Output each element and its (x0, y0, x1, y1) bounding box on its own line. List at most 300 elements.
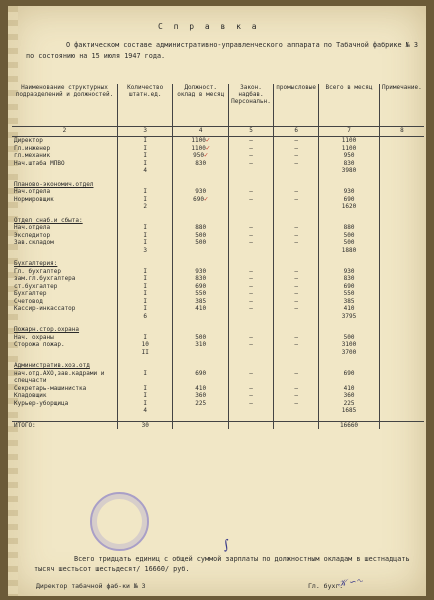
empty-cell (379, 349, 424, 357)
industrial-cell: – (274, 305, 319, 313)
empty-cell (117, 181, 173, 189)
table-row (12, 268, 424, 276)
industrial-cell: – (274, 224, 319, 232)
salary-value: 690 (195, 282, 207, 290)
count-cell: I (117, 268, 173, 276)
salary-value: 500 (195, 333, 207, 341)
personal-cell: – (228, 392, 273, 400)
position-name: Экспедитор (14, 231, 51, 239)
industrial-cell: – (274, 160, 319, 168)
note-cell (379, 334, 424, 342)
handwritten-mark: ∫ (221, 537, 232, 554)
table-row (12, 145, 424, 153)
table-row (12, 385, 424, 393)
count-cell: I (117, 298, 173, 306)
personal-cell: – (228, 145, 273, 153)
salary-cell (173, 400, 229, 408)
empty-cell (379, 181, 424, 189)
salary-value: 550 (195, 290, 207, 297)
empty-cell (117, 217, 173, 225)
salary-cell (173, 341, 229, 349)
count-cell: I (117, 334, 173, 342)
count-cell: I (117, 275, 173, 283)
count-cell: I (117, 239, 173, 247)
empty-cell (319, 326, 380, 334)
note-cell (379, 275, 424, 283)
personal-cell: – (228, 275, 273, 283)
section-name: Административ.хоз.отд (14, 362, 90, 369)
total-cell: 550 (319, 290, 380, 298)
personal-cell: – (228, 341, 273, 349)
empty-cell (379, 203, 424, 211)
colnum: 6 (274, 127, 319, 137)
count-cell: I (117, 160, 173, 168)
empty-cell (379, 260, 424, 268)
salary-cell (173, 290, 229, 298)
position-name: Нач. охраны (14, 333, 54, 341)
empty-cell (379, 421, 424, 429)
table-body (12, 137, 424, 430)
count-cell: I (117, 224, 173, 232)
salary-value: 1100 (191, 144, 206, 152)
subtotal-row (12, 407, 424, 415)
industrial-cell: – (274, 392, 319, 400)
position-name: Счетовод (14, 297, 43, 305)
total-cell: 500 (319, 334, 380, 342)
empty-cell (274, 421, 319, 429)
personal-cell: – (228, 137, 273, 145)
header-total: Всего в месяц (319, 84, 380, 127)
count-cell: I (117, 385, 173, 393)
accountant-signature-label: Гл. бухг. (308, 582, 344, 590)
salary-cell (173, 152, 229, 160)
personal-cell: – (228, 385, 273, 393)
empty-cell (228, 217, 273, 225)
empty-cell (379, 247, 424, 255)
empty-cell (228, 203, 273, 211)
table-row (12, 290, 424, 298)
empty-cell (228, 313, 273, 321)
empty-cell (274, 407, 319, 415)
note-cell (379, 160, 424, 168)
personal-cell: – (228, 370, 273, 385)
note-cell (379, 239, 424, 247)
table-row (12, 298, 424, 306)
subtotal-row (12, 349, 424, 357)
salary-cell (173, 239, 229, 247)
table-row (12, 370, 424, 385)
note-cell (379, 385, 424, 393)
empty-cell (173, 247, 229, 255)
summary-text: Всего тридцать единиц с общей суммой зарплаты по должностным окладам в шестнадцать тысяч шестьсот шестьдесят/ 16660/ руб. (34, 555, 410, 573)
table-row (12, 160, 424, 168)
empty-cell (379, 313, 424, 321)
document-intro: О фактическом составе административно-управленческого аппарата по Табачной фабрике № 3 по состоянию на 15 июля 1947 года. (26, 41, 418, 60)
count-cell: 10 (117, 341, 173, 349)
total-cell: 3980 (319, 167, 380, 175)
note-cell (379, 196, 424, 204)
empty-cell (274, 260, 319, 268)
section-name: Отдел снаб.и сбыта: (14, 216, 83, 224)
check-mark-icon: ✓ (205, 136, 211, 144)
count-cell: 30 (117, 421, 173, 429)
position-name: Бухгалтер (14, 290, 47, 297)
salary-value: 225 (195, 399, 207, 407)
empty-cell (379, 362, 424, 370)
industrial-cell: – (274, 137, 319, 145)
empty-cell (319, 181, 380, 189)
empty-cell (173, 181, 229, 189)
salary-value: 1100 (191, 137, 206, 144)
empty-cell (379, 407, 424, 415)
position-name: Гл. бухгалтер (14, 267, 61, 275)
table-row (12, 137, 424, 145)
total-cell: 690 (319, 370, 380, 385)
table-row (12, 239, 424, 247)
empty-cell (228, 349, 273, 357)
count-cell: 4 (117, 407, 173, 415)
colnum: 2 (12, 127, 117, 137)
personal-cell: – (228, 224, 273, 232)
position-name: зам.гл.бухгалтера (14, 275, 76, 282)
subtotal-row (12, 203, 424, 211)
industrial-cell: – (274, 370, 319, 385)
salary-value: 410 (195, 305, 207, 312)
section-row (12, 260, 424, 268)
salary-value: 310 (195, 341, 207, 348)
salary-cell (173, 334, 229, 342)
check-mark-icon: ✓ (204, 194, 209, 203)
empty-cell (117, 260, 173, 268)
salary-cell (173, 283, 229, 291)
total-cell: 16660 (319, 421, 380, 429)
industrial-cell: – (274, 298, 319, 306)
total-cell: 1880 (319, 247, 380, 255)
industrial-cell: – (274, 239, 319, 247)
empty-cell (228, 260, 273, 268)
industrial-cell: – (274, 152, 319, 160)
empty-cell (173, 167, 229, 175)
position-name: Нормировщик (14, 195, 54, 203)
salary-value: 930 (195, 188, 207, 195)
salary-cell (173, 145, 229, 153)
salary-cell (173, 385, 229, 393)
empty-cell (173, 260, 229, 268)
empty-cell (228, 181, 273, 189)
document-sheet (8, 6, 426, 596)
colnum: 8 (379, 127, 424, 137)
empty-cell (274, 326, 319, 334)
subtotal-row (12, 167, 424, 175)
empty-cell (274, 362, 319, 370)
empty-cell (117, 326, 173, 334)
salary-cell (173, 392, 229, 400)
total-cell: 410 (319, 305, 380, 313)
table-row (12, 341, 424, 349)
count-cell: I (117, 188, 173, 196)
salary-value: 500 (195, 231, 207, 239)
position-name: Секретарь-машинистка (14, 384, 87, 392)
position-name: Нач.отдела (14, 188, 51, 195)
count-cell: I (117, 370, 173, 385)
position-name: Нач.отдела (14, 224, 51, 231)
salary-value: 950 (193, 152, 205, 159)
count-cell: I (117, 290, 173, 298)
colnum: 4 (173, 127, 229, 137)
position-name: Кассир-инкассатор (14, 305, 76, 312)
empty-cell (319, 260, 380, 268)
empty-cell (173, 313, 229, 321)
salary-cell (173, 298, 229, 306)
colnum: 7 (319, 127, 380, 137)
personal-cell: – (228, 400, 273, 408)
salary-value: 930 (195, 267, 207, 275)
industrial-cell: – (274, 232, 319, 240)
industrial-cell: – (274, 283, 319, 291)
empty-cell (379, 217, 424, 225)
industrial-cell: – (274, 145, 319, 153)
count-cell: I (117, 137, 173, 145)
empty-cell (173, 326, 229, 334)
salary-cell (173, 137, 229, 145)
personal-cell: – (228, 290, 273, 298)
count-cell: 3 (117, 247, 173, 255)
total-cell: 3795 (319, 313, 380, 321)
total-cell: 950 (319, 152, 380, 160)
check-mark-icon: ✓ (205, 143, 211, 152)
note-cell (379, 145, 424, 153)
total-cell: 385 (319, 298, 380, 306)
empty-cell (228, 421, 273, 429)
empty-cell (117, 362, 173, 370)
salary-cell (173, 275, 229, 283)
salary-value: 385 (195, 297, 207, 305)
personal-cell: – (228, 232, 273, 240)
header-personal: Закон. надбав. Персональн. (228, 84, 273, 127)
total-cell: 500 (319, 232, 380, 240)
count-cell: 2 (117, 203, 173, 211)
salary-value: 360 (195, 392, 207, 399)
personal-cell: – (228, 196, 273, 204)
table-row (12, 334, 424, 342)
salary-cell (173, 224, 229, 232)
column-number-row (12, 127, 424, 137)
total-cell: 225 (319, 400, 380, 408)
position-name: нач.отд.АХО,зав.кадрами и спецчасти (14, 369, 105, 384)
empty-cell (274, 167, 319, 175)
table-row (12, 283, 424, 291)
personal-cell: – (228, 268, 273, 276)
personal-cell: – (228, 239, 273, 247)
total-cell: 1685 (319, 407, 380, 415)
total-cell: 3700 (319, 349, 380, 357)
count-cell: I (117, 305, 173, 313)
industrial-cell: – (274, 196, 319, 204)
empty-cell (274, 247, 319, 255)
section-row (12, 181, 424, 189)
position-name: Гл.инженер (14, 144, 51, 152)
salary-cell (173, 268, 229, 276)
total-cell: 410 (319, 385, 380, 393)
position-name: ст.бухгалтер (14, 282, 58, 290)
total-cell: 690 (319, 196, 380, 204)
document-title: С п р а в к а (158, 22, 260, 31)
header-name: Наименование структурных подразделений и должностей. (12, 84, 117, 127)
table-row (12, 224, 424, 232)
header-count: Количество штатн.ед. (117, 84, 173, 127)
salary-value: 880 (195, 224, 207, 231)
industrial-cell: – (274, 268, 319, 276)
header-industrial: промысловые (274, 84, 319, 127)
count-cell: 4 (117, 167, 173, 175)
total-cell: 3100 (319, 341, 380, 349)
round-stamp (90, 492, 149, 551)
position-name: Кладовщик (14, 392, 47, 399)
table-row (12, 275, 424, 283)
position-name: Нач.штаба МПВО (14, 159, 65, 167)
position-name: гл.механик (14, 152, 51, 159)
note-cell (379, 232, 424, 240)
empty-cell (173, 203, 229, 211)
salary-value: 690 (195, 369, 207, 377)
header-notes: Примечание. (379, 84, 424, 127)
industrial-cell: – (274, 188, 319, 196)
note-cell (379, 152, 424, 160)
note-cell (379, 290, 424, 298)
empty-cell (379, 326, 424, 334)
personal-cell: – (228, 283, 273, 291)
check-mark-icon: ✓ (204, 151, 209, 159)
salary-value: 410 (195, 384, 207, 392)
industrial-cell: – (274, 400, 319, 408)
section-row (12, 326, 424, 334)
salary-cell (173, 232, 229, 240)
count-cell: I (117, 392, 173, 400)
salary-value: 500 (195, 239, 207, 246)
position-name: Директор (14, 137, 43, 144)
personal-cell: – (228, 160, 273, 168)
personal-cell: – (228, 188, 273, 196)
personal-cell: – (228, 305, 273, 313)
salary-cell (173, 305, 229, 313)
salary-cell (173, 188, 229, 196)
salary-value: 690 (193, 195, 205, 203)
total-cell: 360 (319, 392, 380, 400)
total-cell: 1100 (319, 145, 380, 153)
note-cell (379, 283, 424, 291)
empty-cell (274, 203, 319, 211)
empty-cell (228, 407, 273, 415)
section-row (12, 362, 424, 370)
table-row (12, 196, 424, 204)
empty-cell (173, 349, 229, 357)
header-salary: Должност. оклад в месяц (173, 84, 229, 127)
count-cell: I (117, 232, 173, 240)
personal-cell: – (228, 298, 273, 306)
count-cell: I (117, 283, 173, 291)
position-name: Сторожа пожар. (14, 341, 65, 348)
total-cell: 880 (319, 224, 380, 232)
total-cell: 830 (319, 160, 380, 168)
note-cell (379, 268, 424, 276)
section-name: Планово-экономич.отдел (14, 180, 94, 188)
row-label (12, 203, 117, 211)
total-cell: 930 (319, 268, 380, 276)
note-cell (379, 305, 424, 313)
count-cell: I (117, 152, 173, 160)
note-cell (379, 188, 424, 196)
empty-cell (319, 217, 380, 225)
salary-value: 830 (195, 159, 207, 167)
personal-cell: – (228, 152, 273, 160)
empty-cell (173, 362, 229, 370)
total-cell: 690 (319, 283, 380, 291)
count-cell: I (117, 145, 173, 153)
total-cell: 930 (319, 188, 380, 196)
note-cell (379, 298, 424, 306)
section-name: Бухгалтерия: (14, 260, 58, 267)
count-cell: I (117, 196, 173, 204)
total-cell: 830 (319, 275, 380, 283)
empty-cell (228, 362, 273, 370)
table-row (12, 232, 424, 240)
subtotal-row (12, 247, 424, 255)
note-cell (379, 224, 424, 232)
row-label (12, 313, 117, 321)
total-cell: 1100 (319, 137, 380, 145)
position-name: Курьер-уборщица (14, 399, 69, 407)
table-row (12, 188, 424, 196)
empty-cell (274, 313, 319, 321)
empty-cell (173, 407, 229, 415)
empty-cell (274, 349, 319, 357)
industrial-cell: – (274, 341, 319, 349)
row-label (12, 167, 117, 175)
empty-cell (319, 362, 380, 370)
row-label (12, 407, 117, 415)
empty-cell (173, 421, 229, 429)
count-cell: II (117, 349, 173, 357)
staff-table (12, 84, 424, 429)
note-cell (379, 370, 424, 385)
empty-cell (379, 167, 424, 175)
empty-cell (228, 326, 273, 334)
total-cell: 500 (319, 239, 380, 247)
colnum: 5 (228, 127, 273, 137)
empty-cell (274, 181, 319, 189)
salary-value: 830 (195, 275, 207, 282)
note-cell (379, 341, 424, 349)
director-signature-label: Директор табачной фаб-ки № 3 (36, 582, 146, 590)
grand-total-row (12, 421, 424, 429)
section-name: Пожарн.стор.охрана (14, 326, 80, 333)
empty-cell (274, 217, 319, 225)
row-label (12, 247, 117, 255)
industrial-cell: – (274, 385, 319, 393)
subtotal-row (12, 313, 424, 321)
industrial-cell: – (274, 275, 319, 283)
industrial-cell: – (274, 290, 319, 298)
table-row (12, 152, 424, 160)
industrial-cell: – (274, 334, 319, 342)
salary-cell (173, 196, 229, 204)
note-cell (379, 137, 424, 145)
position-name: Зав.складом (14, 239, 54, 246)
colnum: 3 (117, 127, 173, 137)
row-label: ИТОГО: (12, 421, 117, 429)
count-cell: I (117, 400, 173, 408)
empty-cell (228, 247, 273, 255)
